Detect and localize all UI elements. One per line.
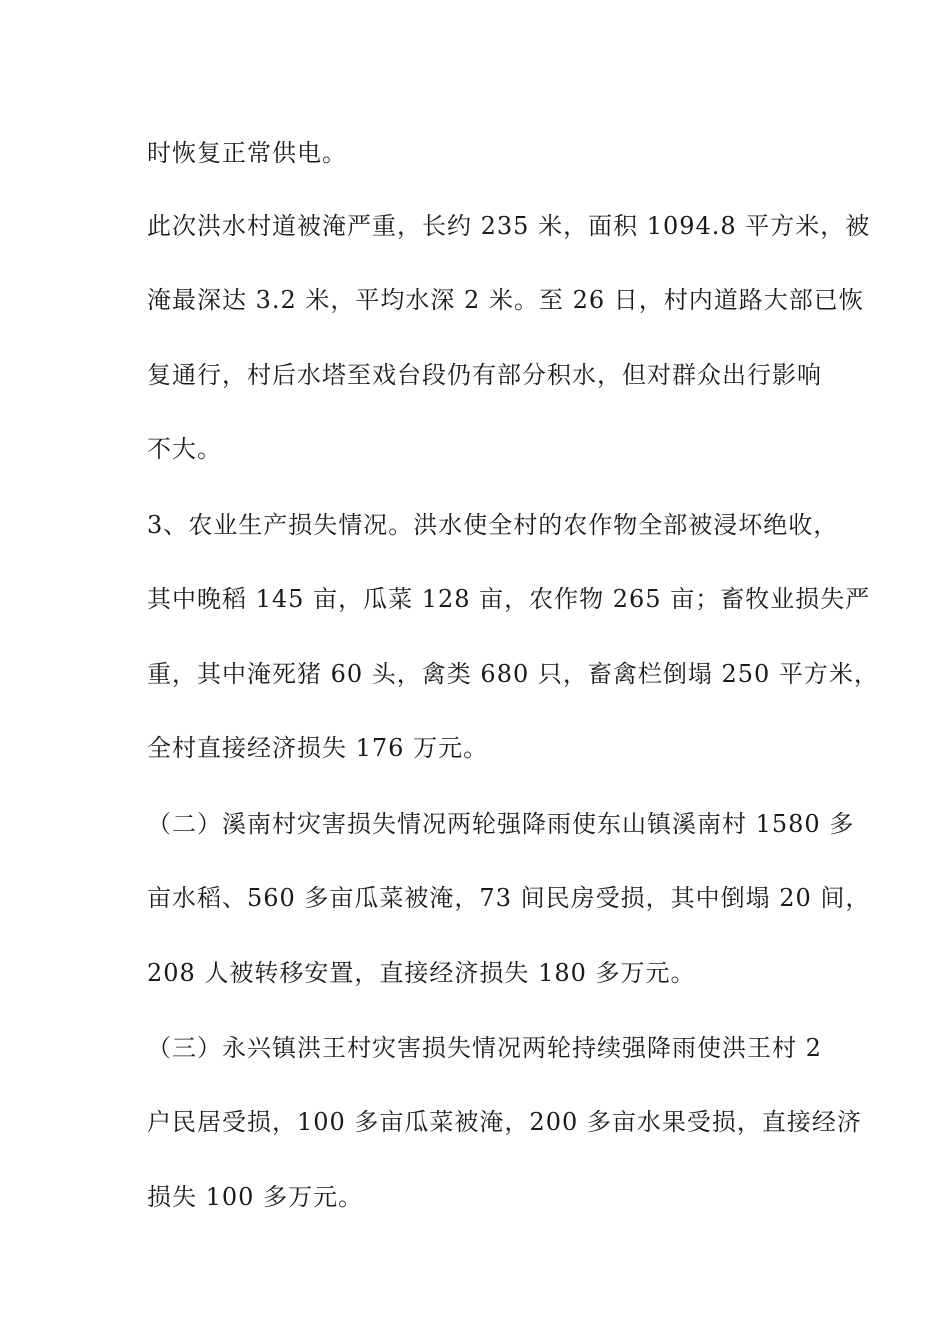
text-line: 此次洪水村道被淹严重，长约 235 米，面积 1094.8 平方米，被 bbox=[147, 212, 871, 240]
text-line: 户民居受损，100 多亩瓜菜被淹，200 多亩水果受损，直接经济 bbox=[147, 1108, 862, 1136]
text-line: 淹最深达 3.2 米，平均水深 2 米。至 26 日，村内道路大部已恢 bbox=[147, 286, 864, 314]
text-line: 其中晚稻 145 亩，瓜菜 128 亩，农作物 265 亩；畜牧业损失严 bbox=[147, 585, 871, 613]
text-line: （三）永兴镇洪王村灾害损失情况两轮持续强降雨使洪王村 2 bbox=[147, 1034, 822, 1062]
text-line: （二）溪南村灾害损失情况两轮强降雨使东山镇溪南村 1580 多 bbox=[147, 810, 855, 838]
text-line: 损失 100 多万元。 bbox=[147, 1183, 364, 1211]
text-line: 时恢复正常供电。 bbox=[147, 139, 347, 167]
text-line: 3、农业生产损失情况。洪水使全村的农作物全部被浸坏绝收， bbox=[147, 511, 839, 539]
text-line: 复通行，村后水塔至戏台段仍有部分积水，但对群众出行影响 bbox=[147, 361, 822, 389]
text-line: 208 人被转移安置，直接经济损失 180 多万元。 bbox=[147, 959, 696, 987]
text-line: 不大。 bbox=[147, 435, 222, 463]
text-line: 重，其中淹死猪 60 头，禽类 680 只，畜禽栏倒塌 250 平方米， bbox=[147, 660, 879, 688]
text-line: 全村直接经济损失 176 万元。 bbox=[147, 734, 489, 762]
text-line: 亩水稻、560 多亩瓜菜被淹，73 间民房受损，其中倒塌 20 间， bbox=[147, 884, 871, 912]
